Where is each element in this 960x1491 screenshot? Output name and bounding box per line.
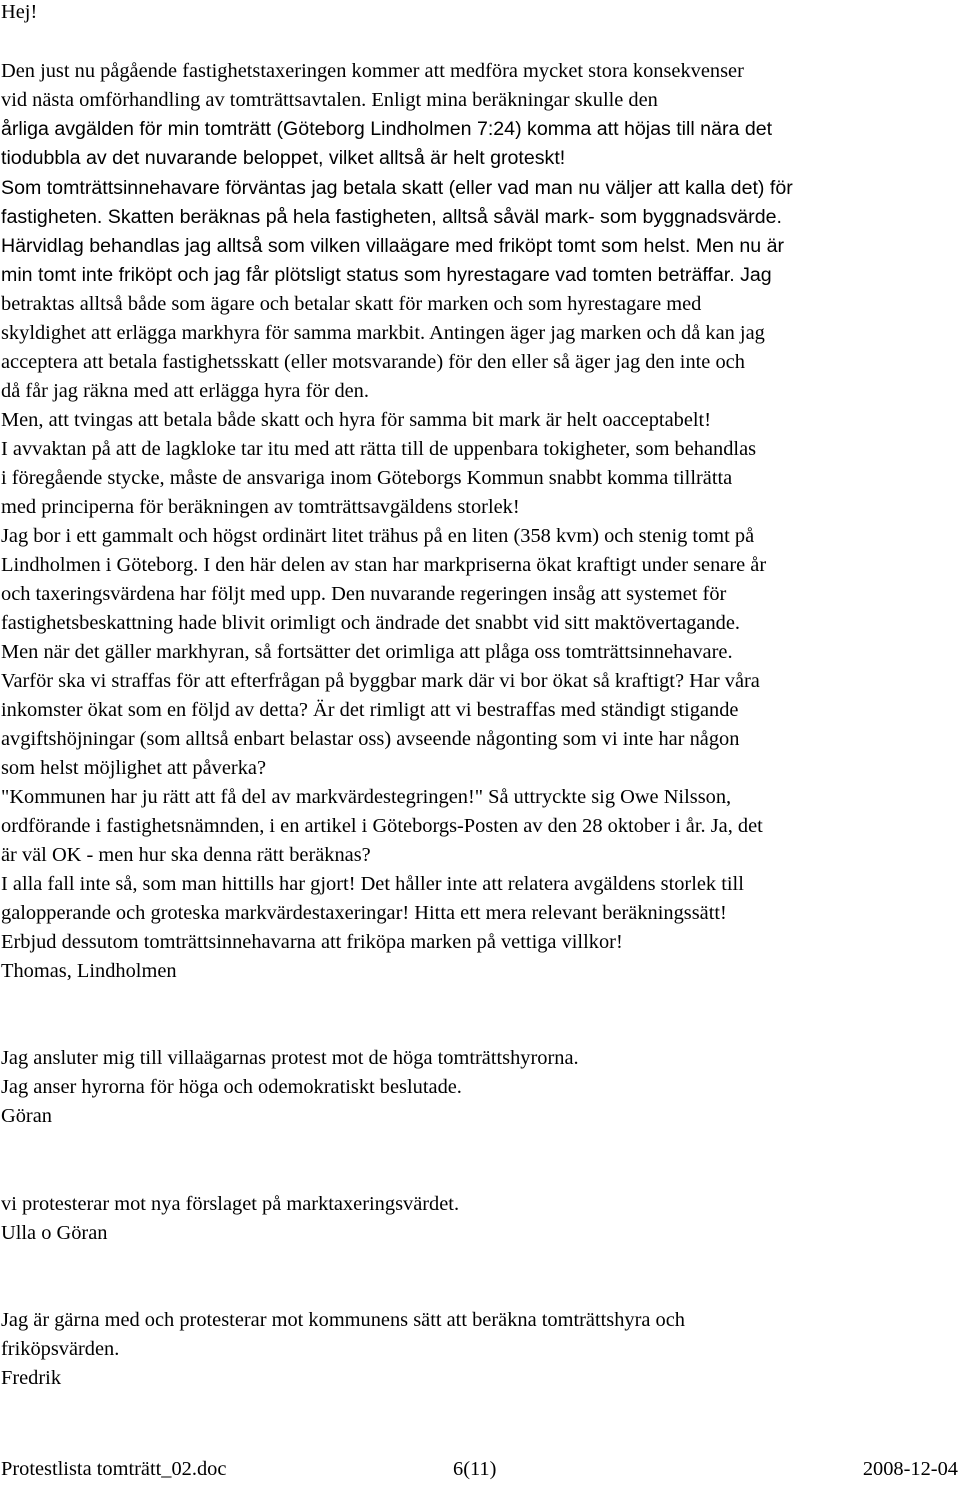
text-line: Som tomträttsinnehavare förväntas jag betala skatt (eller vad man nu väljer att kalla det) för [1, 177, 793, 199]
text-line: fastigheten. Skatten beräknas på hela fastigheten, alltså såväl mark- som byggnadsvärde. [1, 206, 782, 228]
text-line: acceptera att betala fastighetsskatt (eller motsvarande) för den eller så äger jag den inte och [1, 351, 745, 373]
text-line: fastighetsbeskattning hade blivit orimligt och ändrade det snabbt vid sitt maktövertagande. [1, 612, 740, 634]
greeting: Hej! [1, 1, 38, 23]
text-line: Jag anser hyrorna för höga och odemokratiskt beslutade. [1, 1076, 462, 1098]
footer-date: 2008-12-04 [862, 1458, 958, 1480]
signature-thomas: Thomas, Lindholmen [1, 960, 177, 982]
footer-filename: Protestlista tomträtt_02.doc [1, 1458, 227, 1480]
text-line: galopperande och groteska markvärdestaxeringar! Hitta ett mera relevant beräkningssätt! [1, 902, 727, 924]
text-line: avgiftshöjningar (som alltså enbart belastar oss) avseende någonting som vi inte har någon [1, 728, 740, 750]
text-line: i föregående stycke, måste de ansvariga inom Göteborgs Kommun snabbt komma tillrätta [1, 467, 733, 489]
signature-fredrik: Fredrik [1, 1367, 62, 1389]
text-line: Jag bor i ett gammalt och högst ordinärt litet trähus på en liten (358 kvm) och stenig tomt på [1, 525, 755, 547]
text-line: ordförande i fastighetsnämnden, i en artikel i Göteborgs-Posten av den 28 oktober i år. Ja, det [1, 815, 763, 837]
text-line: inkomster ökat som en följd av detta? Är det rimligt att vi bestraffas med ständigt stigande [1, 699, 739, 721]
text-line: betraktas alltså både som ägare och betalar skatt för marken och som hyrestagare med [1, 293, 702, 315]
text-line: tiodubbla av det nuvarande beloppet, vilket alltså är helt groteskt! [1, 147, 566, 169]
text-line: vi protesterar mot nya förslaget på marktaxeringsvärdet. [1, 1193, 460, 1215]
text-line: friköpsvärden. [1, 1338, 120, 1360]
footer-page-number: 6(11) [453, 1458, 497, 1480]
text-line: Jag är gärna med och protesterar mot kommunens sätt att beräkna tomträttshyra och [1, 1309, 685, 1331]
text-line: I avvaktan på att de lagkloke tar itu med att rätta till de uppenbara tokigheter, som behandlas [1, 438, 757, 460]
text-line: är väl OK - men hur ska denna rätt beräknas? [1, 844, 371, 866]
text-line: skyldighet att erlägga markhyra för samma markbit. Antingen äger jag marken och då kan jag [1, 322, 765, 344]
text-line: som helst möjlighet att påverka? [1, 757, 267, 779]
text-line: Härvidlag behandlas jag alltså som vilken villaägare med friköpt tomt som helst. Men nu är [1, 235, 785, 257]
text-line: årliga avgälden för min tomträtt (Göteborg Lindholmen 7:24) komma att höjas till nära det [1, 118, 773, 140]
text-line: Erbjud dessutom tomträttsinnehavarna att friköpa marken på vettiga villkor! [1, 931, 623, 953]
page-footer [0, 1456, 960, 1482]
text-line: Men, att tvingas att betala både skatt och hyra för samma bit mark är helt oacceptabelt! [1, 409, 711, 431]
text-line: Lindholmen i Göteborg. I den här delen av stan har markpriserna ökat kraftigt under senare år [1, 554, 767, 576]
text-line: Den just nu pågående fastighetstaxeringen kommer att medföra mycket stora konsekvenser [1, 60, 744, 82]
text-line: vid nästa omförhandling av tomträttsavtalen. Enligt mina beräkningar skulle den [1, 89, 658, 111]
signature-ulla-goran: Ulla o Göran [1, 1222, 108, 1244]
text-line: I alla fall inte så, som man hittills har gjort! Det håller inte att relatera avgäldens storlek till [1, 873, 744, 895]
text-line: min tomt inte friköpt och jag får plötsligt status som hyrestagare vad tomten beträffar. Jag [1, 264, 772, 286]
signature-goran: Göran [1, 1105, 52, 1127]
text-line: Jag ansluter mig till villaägarnas protest mot de höga tomträttshyrorna. [1, 1047, 579, 1069]
text-line: då får jag räkna med att erlägga hyra för den. [1, 380, 369, 402]
text-line: Varför ska vi straffas för att efterfrågan på byggbar mark där vi bor ökat så kraftigt? Har våra [1, 670, 760, 692]
text-line: med principerna för beräkningen av tomträttsavgäldens storlek! [1, 496, 520, 518]
text-line: "Kommunen har ju rätt att få del av markvärdestegringen!" Så uttryckte sig Owe Nilsson, [1, 786, 732, 808]
text-line: och taxeringsvärdena har följt med upp. Den nuvarande regeringen insåg att systemet för [1, 583, 727, 605]
text-line: Men när det gäller markhyran, så fortsätter det orimliga att plåga oss tomträttsinnehavare. [1, 641, 733, 663]
